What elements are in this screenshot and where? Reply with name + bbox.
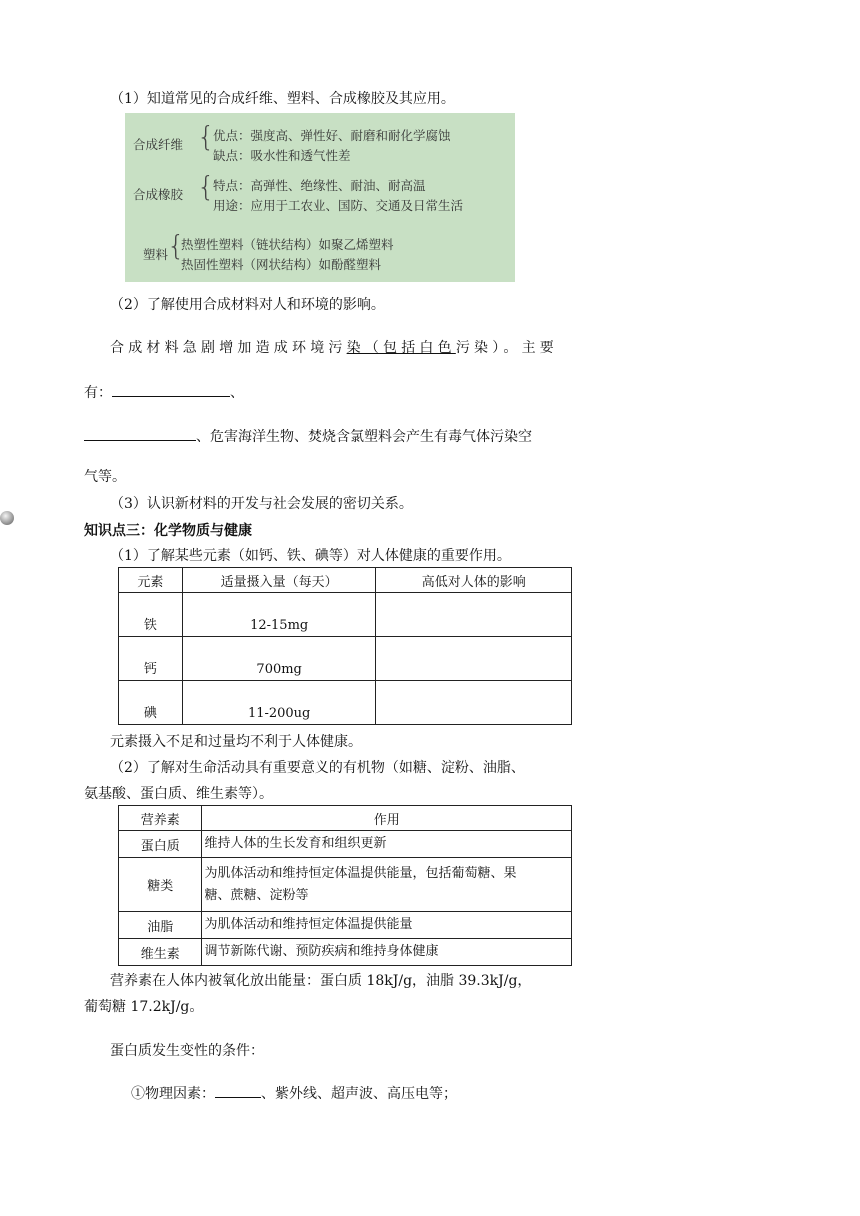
table-header: 作用 bbox=[202, 806, 572, 831]
paragraph-13: 葡萄糖 17.2kJ/g。 bbox=[84, 999, 204, 1015]
table-row bbox=[119, 637, 572, 681]
plastic-label: 塑料 bbox=[143, 247, 169, 262]
element-table bbox=[118, 567, 572, 725]
table-cell: 12-15mg bbox=[182, 593, 376, 637]
fiber-advantage: 优点：强度高、弹性好、耐磨和耐化学腐蚀 bbox=[213, 128, 451, 143]
table-header: 高低对人体的影响 bbox=[376, 568, 572, 593]
rubber-features: 特点：高弹性、绝缘性、耐油、耐高温 bbox=[213, 178, 426, 193]
brace-icon: { bbox=[197, 170, 215, 203]
paragraph-2: （2）了解使用合成材料对人和环境的影响。 bbox=[110, 297, 385, 313]
table-header: 营养素 bbox=[119, 806, 202, 831]
table-row bbox=[119, 593, 572, 637]
cell-line: 为肌体活动和维持恒定体温提供能量，包括葡萄糖、果 bbox=[204, 865, 517, 881]
nutrient-table bbox=[118, 805, 572, 966]
table-cell: 维生素 bbox=[119, 939, 202, 966]
bullet-icon bbox=[0, 511, 14, 525]
table-cell: 铁 bbox=[119, 593, 183, 637]
thermoset: 热固性塑料（网状结构）如酚醛塑料 bbox=[181, 257, 382, 272]
rubber-label: 合成橡胶 bbox=[133, 187, 184, 202]
text: 有： bbox=[84, 385, 112, 401]
table-cell: 700mg bbox=[182, 637, 376, 681]
table-cell: 蛋白质 bbox=[119, 831, 202, 858]
fiber-label: 合成纤维 bbox=[133, 137, 184, 152]
text: 、危害海洋生物、焚烧含氯塑料会产生有毒气体污染空 bbox=[196, 429, 532, 445]
table-header: 适量摄入量（每天） bbox=[182, 568, 376, 593]
fill-blank bbox=[215, 1085, 261, 1098]
paragraph-5 bbox=[84, 428, 532, 446]
text: ①物理因素： bbox=[131, 1086, 215, 1102]
table-cell bbox=[376, 593, 572, 637]
paragraph-6: 气等。 bbox=[84, 469, 126, 485]
paragraph-14: 蛋白质发生变性的条件： bbox=[110, 1043, 264, 1059]
paragraph-11: 氨基酸、蛋白质、维生素等）。 bbox=[84, 786, 273, 802]
table-cell: 糖类 bbox=[119, 858, 202, 912]
table-cell: 维持人体的生长发育和组织更新 bbox=[202, 831, 572, 858]
rubber-uses: 用途：应用于工农业、国防、交通及日常生活 bbox=[213, 198, 464, 213]
table-row bbox=[119, 831, 572, 858]
table-cell bbox=[376, 637, 572, 681]
table-header-row bbox=[119, 568, 572, 593]
text: 合成材料急剧增加造成环境污 bbox=[110, 340, 347, 356]
text: 、 bbox=[230, 385, 244, 401]
table-row bbox=[119, 858, 572, 912]
paragraph-10: （2）了解对生命活动具有重要意义的有机物（如糖、淀粉、油脂、 bbox=[110, 760, 525, 776]
paragraph-15 bbox=[131, 1085, 457, 1103]
paragraph-12: 营养素在人体内被氧化放出能量：蛋白质 18kJ/g，油脂 39.3kJ/g， bbox=[110, 973, 532, 989]
paragraph-1: （1）知道常见的合成纤维、塑料、合成橡胶及其应用。 bbox=[110, 91, 455, 107]
table-cell: 碘 bbox=[119, 681, 183, 725]
table-header-row bbox=[119, 806, 572, 831]
paragraph-3 bbox=[110, 339, 558, 357]
table-cell: 为肌体活动和维持恒定体温提供能量 bbox=[202, 912, 572, 939]
table-cell: 钙 bbox=[119, 637, 183, 681]
table-cell bbox=[376, 681, 572, 725]
fiber-disadvantage: 缺点：吸水性和透气性差 bbox=[213, 148, 351, 163]
table-cell: 11-200ug bbox=[182, 681, 376, 725]
table-header: 元素 bbox=[119, 568, 183, 593]
fill-blank bbox=[112, 384, 230, 397]
section-title: 知识点三：化学物质与健康 bbox=[84, 523, 252, 539]
synthetic-materials-diagram bbox=[125, 113, 515, 282]
paragraph-9: 元素摄入不足和过量均不利于人体健康。 bbox=[110, 734, 362, 750]
brace-icon: { bbox=[197, 120, 215, 153]
text: 污染）。主要 bbox=[455, 340, 559, 356]
brace-icon: { bbox=[167, 229, 185, 262]
paragraph-7: （3）认识新材料的开发与社会发展的密切关系。 bbox=[110, 496, 413, 512]
underlined-text: 染（包括白色 bbox=[346, 340, 456, 356]
table-cell bbox=[202, 858, 572, 912]
text: 、紫外线、超声波、高压电等； bbox=[261, 1086, 457, 1102]
paragraph-8: （1）了解某些元素（如钙、铁、碘等）对人体健康的重要作用。 bbox=[110, 548, 511, 564]
thermoplastic: 热塑性塑料（链状结构）如聚乙烯塑料 bbox=[181, 237, 394, 252]
table-row bbox=[119, 939, 572, 966]
table-cell: 油脂 bbox=[119, 912, 202, 939]
table-row bbox=[119, 681, 572, 725]
table-row bbox=[119, 912, 572, 939]
paragraph-4 bbox=[84, 384, 244, 402]
table-cell: 调节新陈代谢、预防疾病和维持身体健康 bbox=[202, 939, 572, 966]
cell-line: 糖、蔗糖、淀粉等 bbox=[204, 887, 309, 903]
fill-blank bbox=[84, 428, 196, 441]
